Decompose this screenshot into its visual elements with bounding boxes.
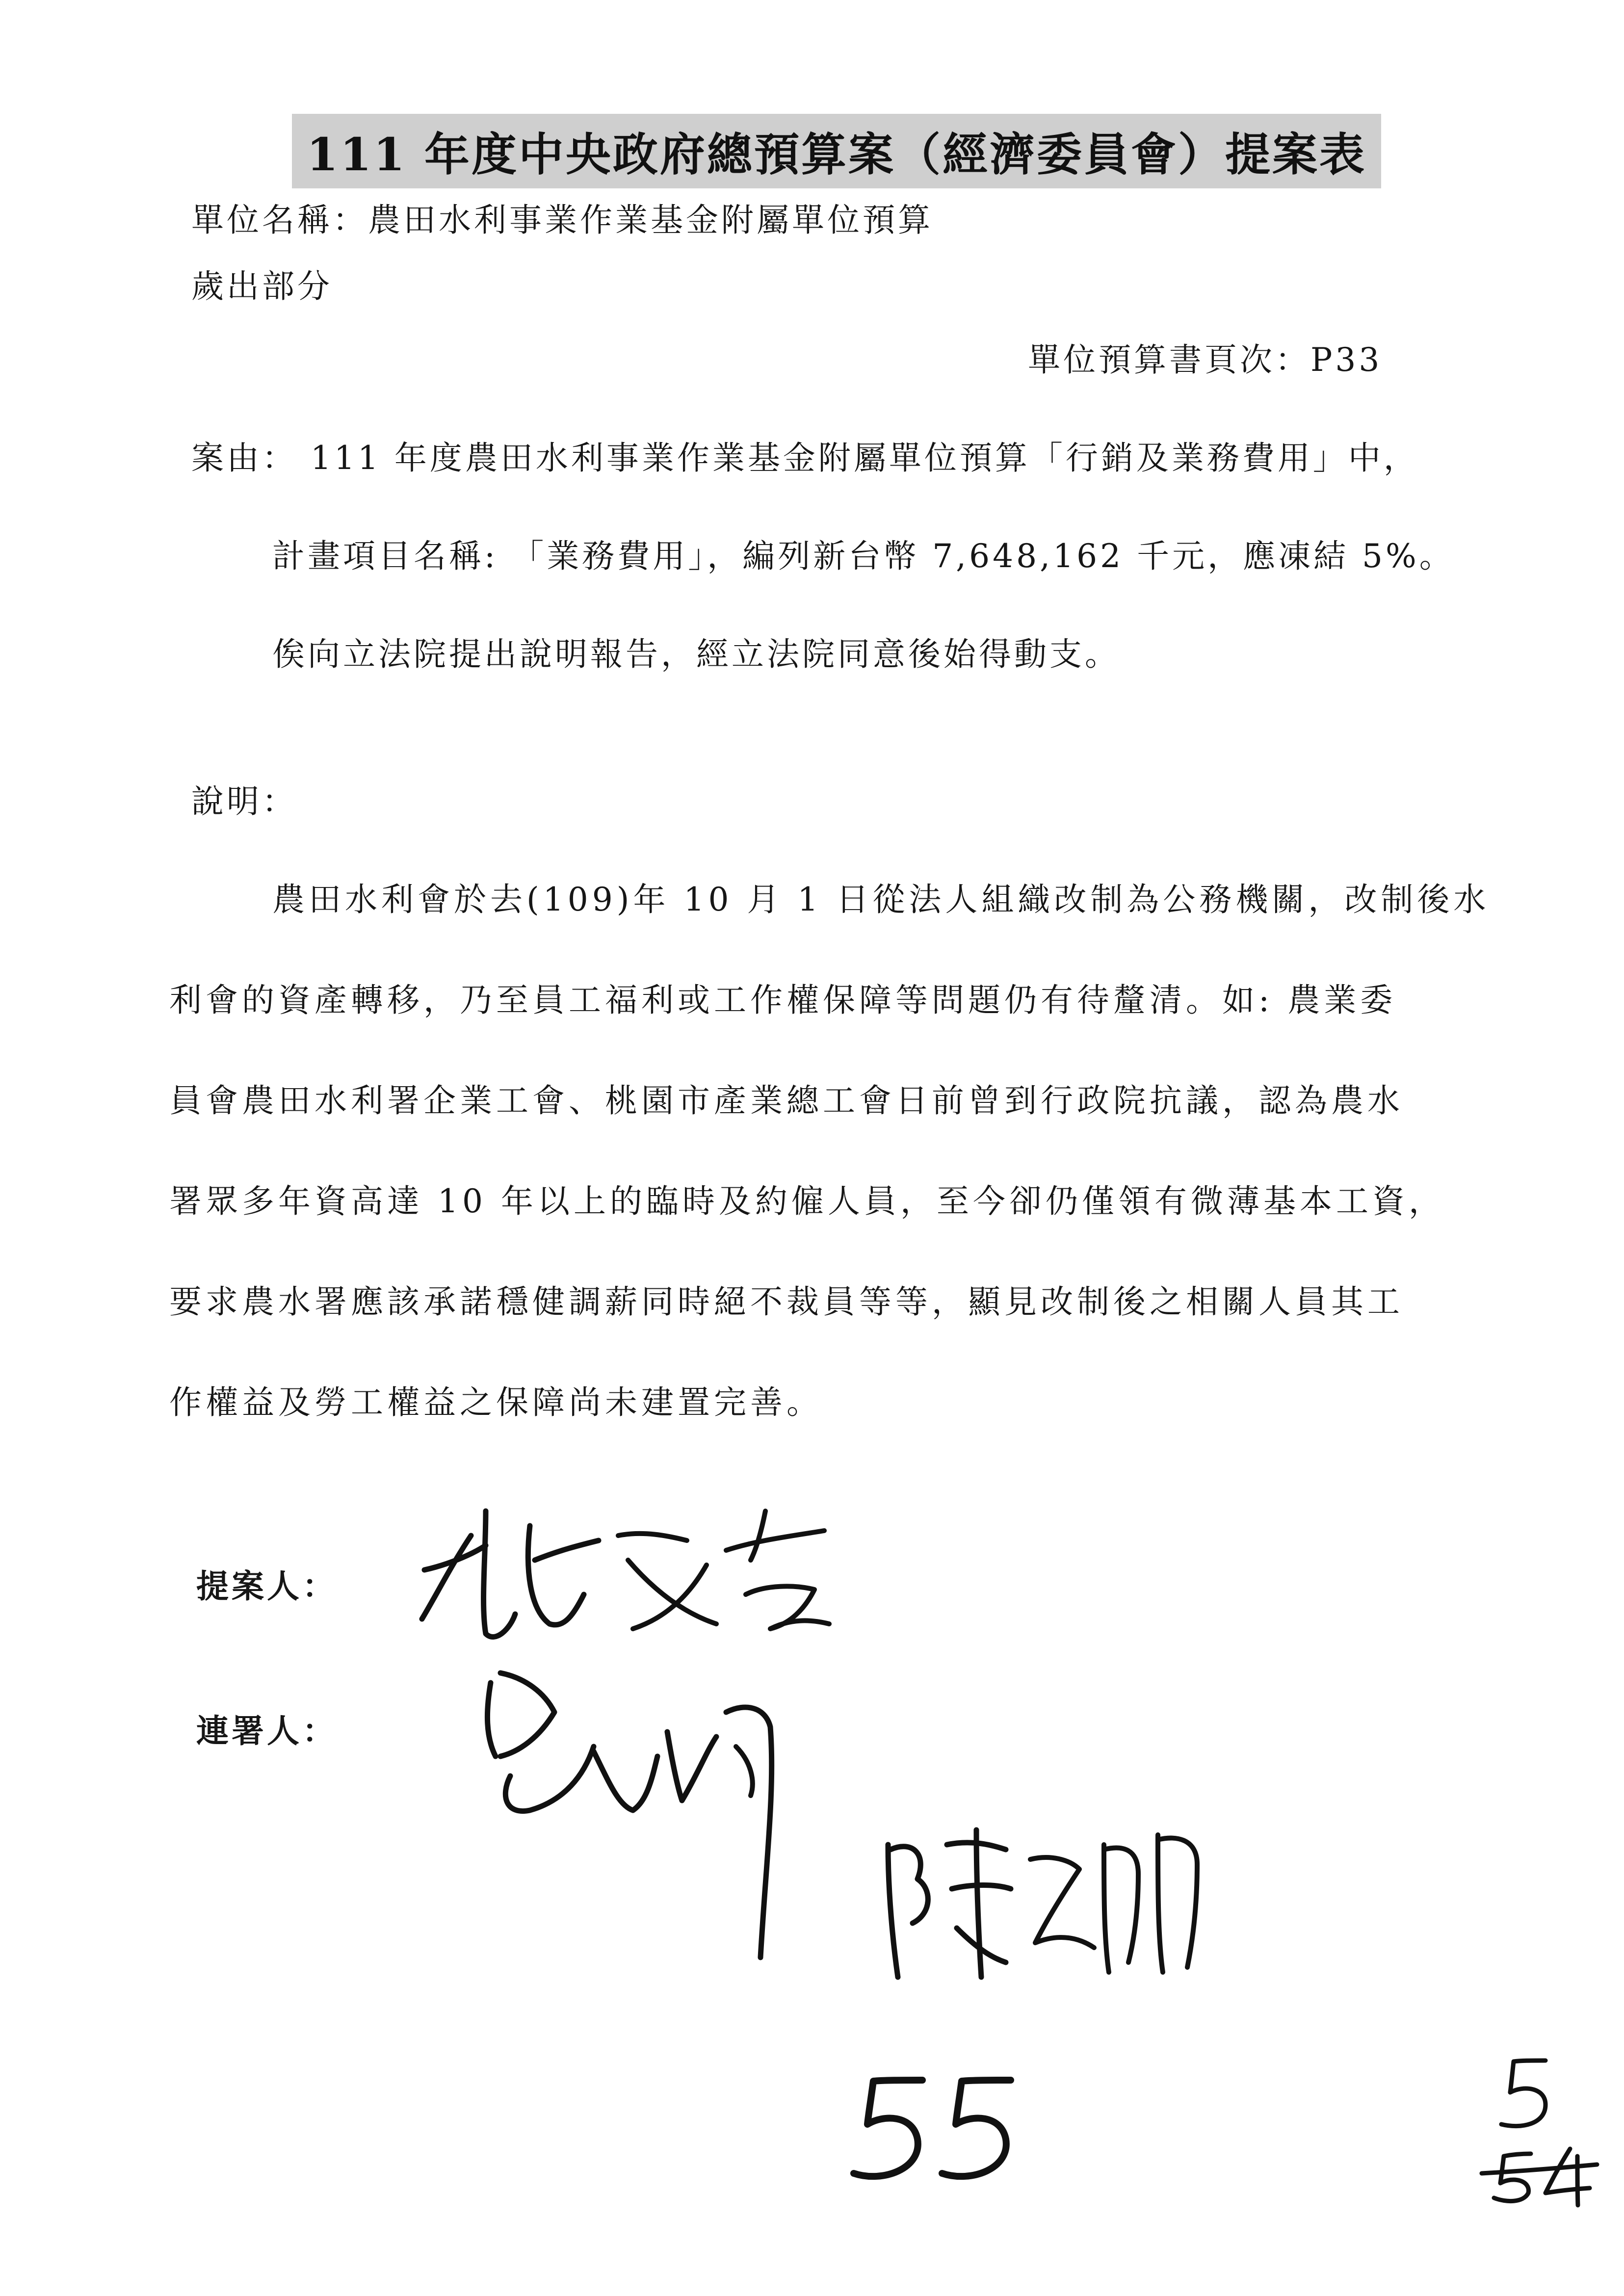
title-banner <box>292 114 1381 188</box>
explanation-heading: 說明： <box>191 783 297 820</box>
unit-name: 單位名稱：農田水利事業作業基金附屬單位預算 <box>191 201 933 239</box>
proposal-line-1: 案由： 111 年度農田水利事業作業基金附屬單位預算「行銷及業務費用」中， <box>191 439 1419 477</box>
section-label: 歲出部分 <box>191 267 333 305</box>
explanation-line: 署眾多年資高達 10 年以上的臨時及約僱人員，至今卻仍僅領有微薄基本工資， <box>169 1182 1445 1220</box>
cosigner-label: 連署人： <box>196 1712 338 1750</box>
page-reference: 單位預算書頁次：P33 <box>1028 341 1383 379</box>
explanation-line: 員會農田水利署企業工會、桃園市產業總工會日前曾到行政院抗議，認為農水 <box>169 1082 1404 1120</box>
proposal-line-2: 計畫項目名稱: 「業務費用」，編列新台幣 7,648,162 千元，應凍結 5%。 <box>272 537 1455 575</box>
handwritten-page-number <box>844 2070 1021 2188</box>
proposer-label: 提案人： <box>196 1567 338 1605</box>
explanation-line: 作權益及勞工權益之保障尚未建置完善。 <box>169 1383 823 1421</box>
explanation-line: 要求農水署應該承諾穩健調薪同時絕不裁員等等，顯見改制後之相關人員其工 <box>169 1283 1404 1321</box>
explanation-line: 利會的資產轉移，乃至員工福利或工作權保障等問題仍有待釐清。如: 農業委 <box>169 981 1397 1019</box>
cosigner-2-signature <box>873 1815 1227 1992</box>
proposal-line-3: 俟向立法院提出說明報告，經立法院同意後始得動支。 <box>272 635 1120 673</box>
cosigner-1-signature <box>471 1663 814 1982</box>
explanation-line: 農田水利會於去(109)年 10 月 1 日從法人組織改制為公務機關，改制後水 <box>272 881 1490 918</box>
corner-page-number <box>1477 2051 1604 2208</box>
document-title: 111 年度中央政府總預算案（經濟委員會）提案表 <box>306 128 1367 181</box>
proposer-signature <box>412 1496 854 1653</box>
